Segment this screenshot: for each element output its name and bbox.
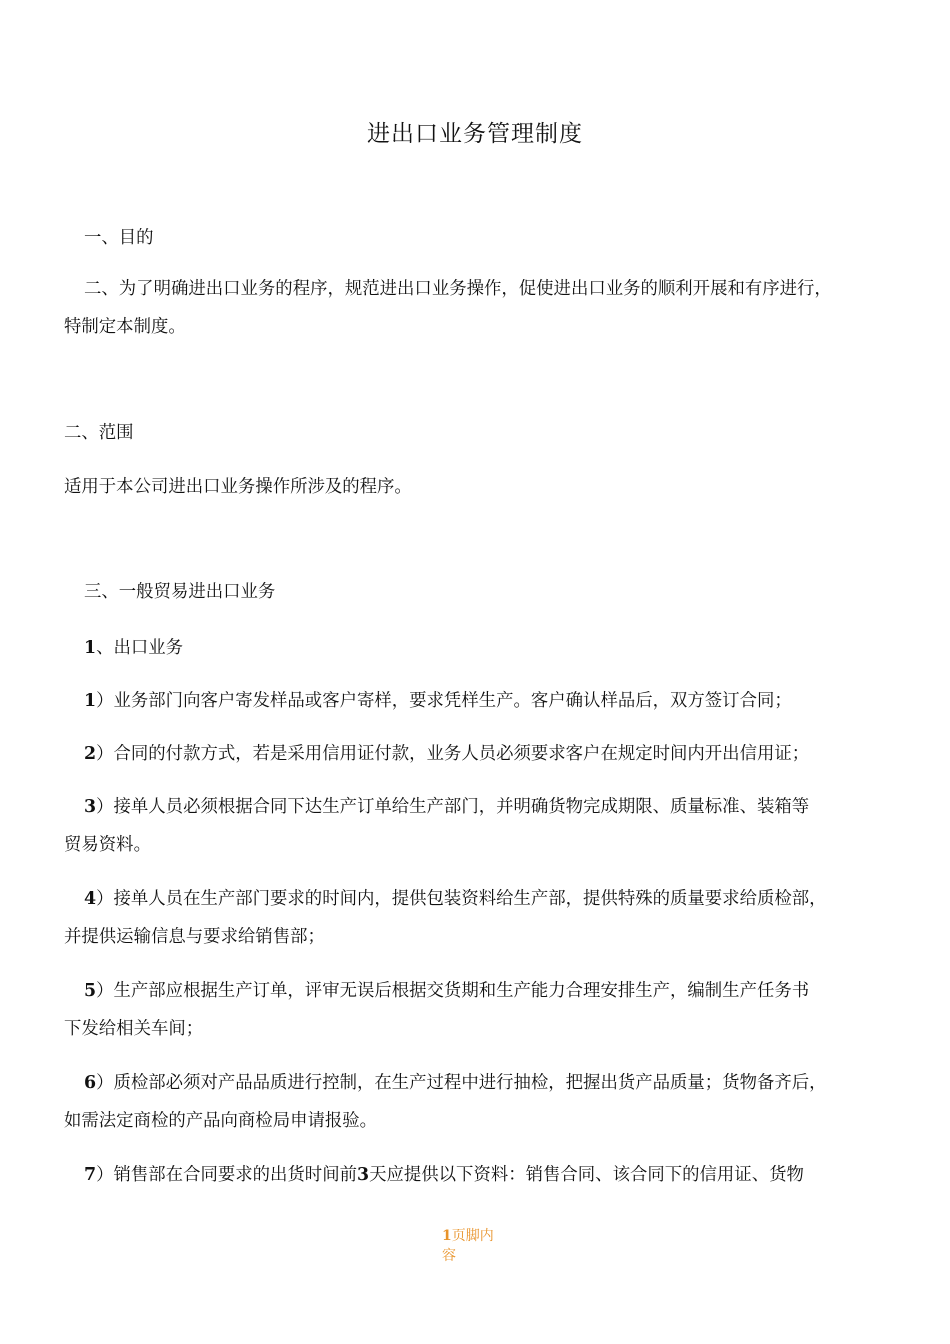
subsection-heading-export [84, 631, 914, 665]
list-item [84, 790, 914, 824]
line-text: ）生产部应根据生产订单，评审无误后根据交货期和生产能力合理安排生产，编制生产任务书 [96, 981, 810, 1001]
item-number: 4 [84, 889, 97, 909]
list-item [84, 974, 914, 1008]
list-item [84, 737, 914, 771]
section-heading-trade [84, 575, 914, 609]
line-text: ）业务部门向客户寄发样品或客户寄样，要求凭样生产。客户确认样品后，双方签订合同； [96, 691, 792, 711]
footer-line [442, 1246, 512, 1266]
line-text: ）销售部在合同要求的出货时间前 [96, 1165, 357, 1185]
list-item [84, 1066, 914, 1100]
paragraph-line [64, 470, 894, 504]
footer-text: 容 [442, 1248, 456, 1264]
paragraph-line [84, 272, 914, 306]
line-text: ）接单人员必须根据合同下达生产订单给生产部门，并明确货物完成期限、质量标准、装箱等 [96, 797, 810, 817]
paragraph-line [64, 1012, 894, 1046]
item-number: 7 [84, 1165, 97, 1185]
line-text: 一、目的 [84, 228, 154, 248]
page-footer [442, 1226, 512, 1266]
page-number: 1 [442, 1228, 452, 1244]
paragraph-line [64, 1104, 894, 1138]
inline-number: 3 [356, 1165, 370, 1185]
line-text: 特制定本制度。 [64, 317, 186, 337]
section-heading-purpose [84, 221, 914, 255]
line-text: 适用于本公司进出口业务操作所涉及的程序。 [64, 477, 412, 497]
item-number: 2 [84, 744, 97, 764]
paragraph-line [64, 828, 894, 862]
line-text: 并提供运输信息与要求给销售部； [64, 927, 325, 947]
item-number: 5 [84, 981, 97, 1001]
line-text: 、出口业务 [96, 638, 184, 658]
list-item [84, 882, 914, 916]
line-text: ）合同的付款方式，若是采用信用证付款，业务人员必须要求客户在规定时间内开出信用证； [96, 744, 810, 764]
line-text: 二、为了明确进出口业务的程序，规范进出口业务操作，促使进出口业务的顺利开展和有序进行， [84, 279, 832, 299]
line-text: 贸易资料。 [64, 835, 151, 855]
line-text: ）接单人员在生产部门要求的时间内，提供包装资料给生产部，提供特殊的质量要求给质检部， [96, 889, 827, 909]
item-number: 6 [84, 1073, 97, 1093]
paragraph-line [64, 920, 894, 954]
footer-text: 页脚内 [451, 1228, 494, 1244]
line-text: 天应提供以下资料：销售合同、该合同下的信用证、货物 [369, 1165, 804, 1185]
line-text: 下发给相关车间； [64, 1019, 204, 1039]
line-text: 三、一般贸易进出口业务 [84, 582, 276, 602]
line-text: 二、范围 [64, 423, 134, 443]
list-item [84, 1158, 914, 1192]
document-title: 进出口业务管理制度 [367, 121, 583, 147]
item-number: 1 [84, 691, 97, 711]
paragraph-line [64, 310, 894, 344]
section-heading-scope [64, 416, 894, 450]
list-item [84, 684, 914, 718]
item-number: 1 [84, 638, 97, 658]
footer-line [442, 1226, 512, 1246]
item-number: 3 [84, 797, 97, 817]
line-text: 如需法定商检的产品向商检局申请报验。 [64, 1111, 378, 1131]
line-text: ）质检部必须对产品品质进行控制，在生产过程中进行抽检，把握出货产品质量；货物备齐后， [96, 1073, 827, 1093]
